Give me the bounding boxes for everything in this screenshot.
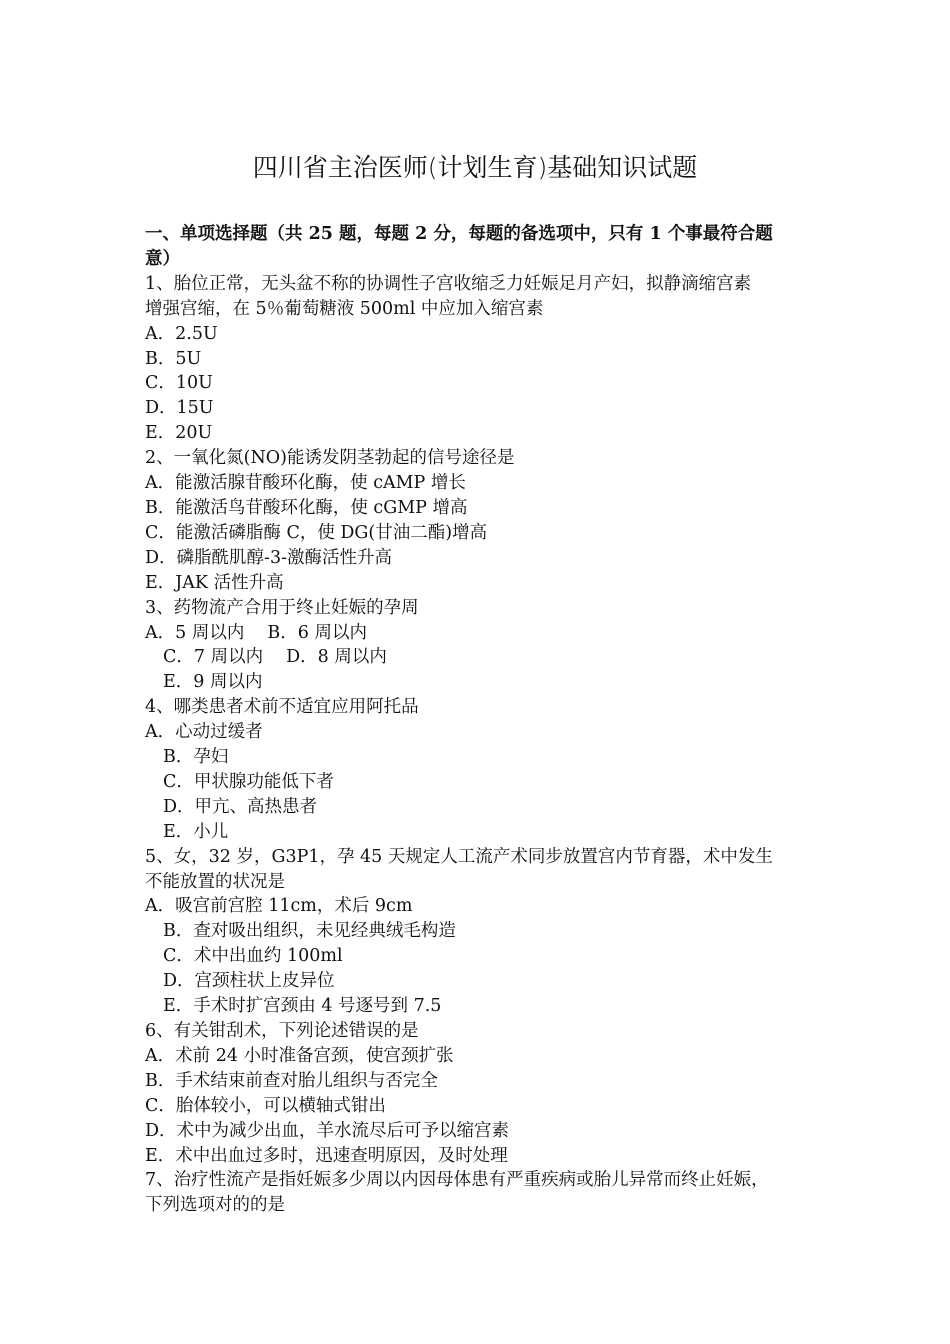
option-a: A．心动过缓者: [145, 722, 263, 743]
question-stem: 2、一氧化氮(NO)能诱发阴茎勃起的信号途径是: [145, 448, 515, 469]
question-1: [145, 272, 825, 446]
option-d: D．术中为减少出血，羊水流尽后可予以缩宫素: [145, 1120, 510, 1141]
option-row: E．9 周以内: [163, 672, 263, 693]
option-d: D．磷脂酰肌醇-3-激酶活性升高: [145, 547, 392, 568]
option-a: A．吸宫前宫腔 11cm，术后 9cm: [145, 896, 413, 917]
question-6: [145, 1019, 825, 1168]
question-stem: 增强宫缩，在 5％葡萄糖液 500ml 中应加入缩宫素: [145, 298, 544, 319]
section-heading: [145, 222, 825, 272]
section-heading-line: 意）: [145, 248, 180, 269]
option-e: E．手术时扩宫颈由 4 号逐号到 7.5: [163, 996, 442, 1017]
question-3: [145, 596, 825, 696]
document-body: [145, 222, 825, 1218]
option-a: A．能激活腺苷酸环化酶，使 cAMP 增长: [145, 473, 466, 494]
option-row: C．7 周以内 D．8 周以内: [163, 647, 387, 668]
question-stem: 3、药物流产合用于终止妊娠的孕周: [145, 597, 419, 618]
option-b: B．5U: [145, 348, 202, 369]
option-row: A．5 周以内 B．6 周以内: [145, 622, 367, 643]
option-e: E．JAK 活性升高: [145, 572, 284, 593]
option-c: C．10U: [145, 373, 213, 394]
option-c: C．胎体较小，可以横轴式钳出: [145, 1095, 386, 1116]
question-stem: 不能放置的状况是: [145, 871, 285, 892]
question-5: [145, 845, 825, 1019]
question-7: [145, 1168, 825, 1218]
option-e: E．20U: [145, 423, 213, 444]
option-d: D．宫颈柱状上皮异位: [163, 971, 335, 992]
option-b: B．能激活鸟苷酸环化酶，使 cGMP 增高: [145, 497, 468, 518]
question-2: [145, 446, 825, 595]
option-c: C．术中出血约 100ml: [163, 946, 343, 967]
question-stem: 4、哪类患者术前不适宜应用阿托品: [145, 697, 419, 718]
option-b: B．手术结束前查对胎儿组织与否完全: [145, 1070, 438, 1091]
option-b: B．查对吸出组织，未见经典绒毛构造: [163, 921, 456, 942]
option-e: E．小儿: [163, 821, 229, 842]
option-d: D．甲亢、高热患者: [163, 796, 318, 817]
option-e: E．术中出血过多时，迅速查明原因，及时处理: [145, 1145, 508, 1166]
section-heading-line: 一、单项选择题（共 25 题，每题 2 分，每题的备选项中，只有 1 个事最符合题: [145, 224, 773, 244]
option-c: C．能激活磷脂酶 C，使 DG(甘油二酯)增高: [145, 522, 488, 543]
option-c: C．甲状腺功能低下者: [163, 771, 334, 792]
option-b: B．孕妇: [163, 747, 229, 768]
question-4: [145, 695, 825, 844]
question-stem: 7、治疗性流产是指妊娠多少周以内因母体患有严重疾病或胎儿异常而终止妊娠，: [145, 1170, 769, 1191]
question-stem: 下列选项对的的是: [145, 1195, 285, 1216]
question-stem: 5、女，32 岁，G3P1，孕 45 天规定人工流产术同步放置宫内节育器，术中发生: [145, 846, 773, 867]
document-title: 四川省主治医师(计划生育)基础知识试题: [252, 153, 698, 182]
question-stem: 6、有关钳刮术，下列论述错误的是: [145, 1021, 419, 1041]
option-a: A．术前 24 小时准备宫颈，使宫颈扩张: [145, 1045, 454, 1066]
question-stem: 1、胎位正常，无头盆不称的协调性子宫收缩乏力妊娠足月产妇，拟静滴缩宫素: [145, 273, 752, 294]
option-d: D．15U: [145, 398, 214, 419]
option-a: A．2.5U: [145, 323, 218, 344]
